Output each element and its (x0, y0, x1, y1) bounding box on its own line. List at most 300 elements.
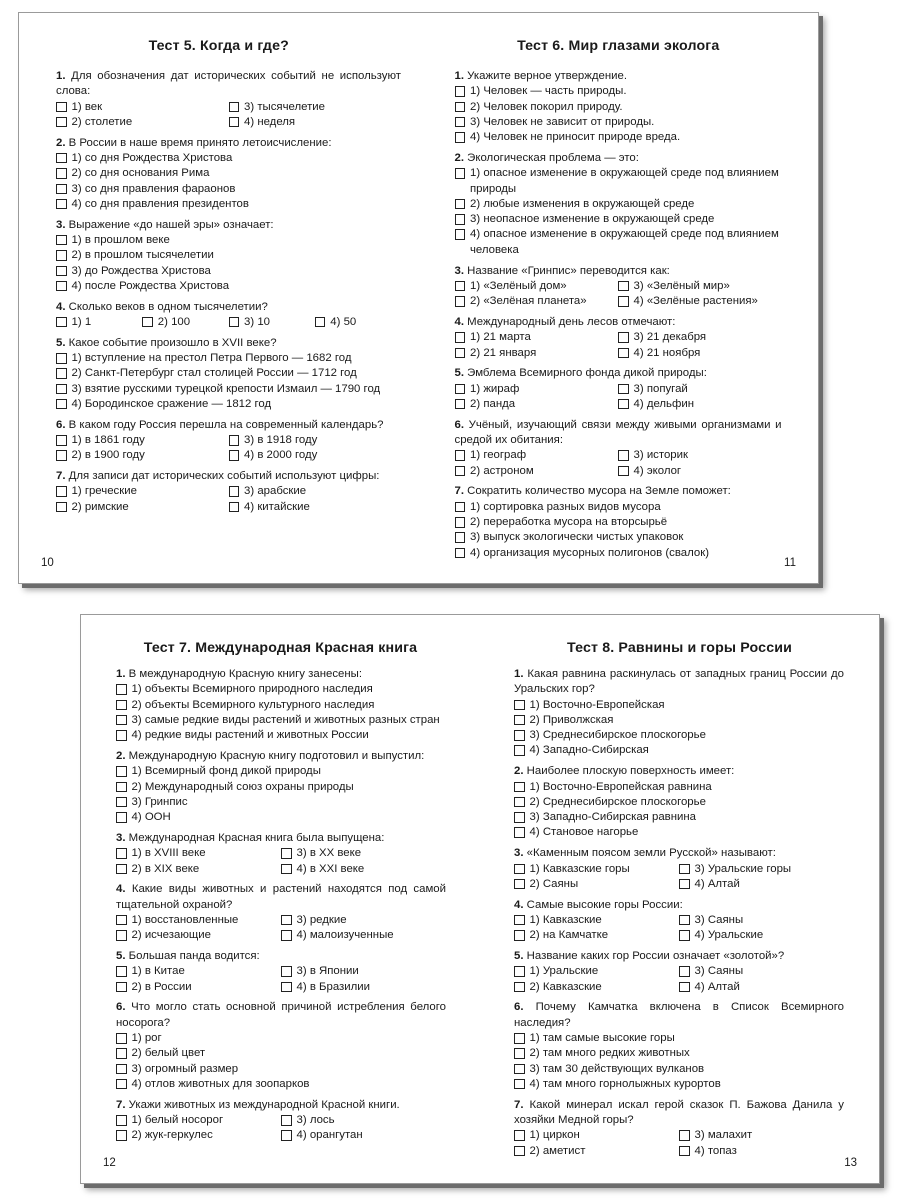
answer-option[interactable] (455, 100, 782, 115)
option-text (634, 279, 782, 294)
checkbox-icon[interactable] (455, 532, 466, 543)
question-label: Какие виды животных и растений находятся под самой тщательной охраной? (116, 883, 446, 911)
checkbox-icon[interactable] (116, 930, 127, 941)
checkbox-icon[interactable] (56, 317, 67, 328)
answer-option[interactable] (116, 728, 446, 743)
answer-option[interactable] (679, 980, 844, 995)
option-text (297, 913, 447, 928)
checkbox-icon[interactable] (229, 117, 240, 128)
checkbox-icon[interactable] (116, 730, 127, 741)
checkbox-icon[interactable] (618, 332, 629, 343)
answer-option[interactable] (455, 515, 782, 530)
option-label: попугай (646, 382, 688, 395)
checkbox-icon[interactable] (116, 982, 127, 993)
answer-option[interactable] (679, 928, 844, 943)
option-text (132, 780, 447, 795)
question-number: 7. (514, 1098, 524, 1111)
checkbox-icon[interactable] (514, 1033, 525, 1044)
checkbox-icon[interactable] (142, 317, 153, 328)
answer-option[interactable] (618, 279, 782, 294)
answer-option[interactable] (56, 500, 229, 515)
answer-option[interactable] (455, 330, 619, 345)
option-number: 4) (296, 1129, 307, 1142)
answer-option[interactable] (56, 100, 229, 115)
checkbox-icon[interactable] (679, 864, 690, 875)
checkbox-icon[interactable] (455, 384, 466, 395)
answer-option[interactable] (618, 330, 782, 345)
answer-option[interactable] (514, 810, 844, 825)
option-number: 4) (131, 811, 142, 824)
option-text (297, 964, 447, 979)
answer-options (455, 382, 782, 413)
answer-option[interactable] (514, 1144, 679, 1159)
checkbox-icon[interactable] (116, 848, 127, 859)
checkbox-icon[interactable] (56, 435, 67, 446)
answer-option[interactable] (281, 846, 446, 861)
option-number: 4) (470, 546, 481, 559)
checkbox-icon[interactable] (116, 864, 127, 875)
checkbox-icon[interactable] (514, 700, 525, 711)
checkbox-icon[interactable] (116, 915, 127, 926)
checkbox-icon[interactable] (229, 450, 240, 461)
option-label: греческие (84, 485, 137, 498)
checkbox-icon[interactable] (281, 1115, 292, 1126)
checkbox-icon[interactable] (56, 153, 67, 164)
answer-option[interactable] (618, 346, 782, 361)
answer-option[interactable] (618, 448, 782, 463)
checkbox-icon[interactable] (116, 1033, 127, 1044)
answer-option[interactable] (455, 130, 782, 145)
answer-option[interactable] (618, 397, 782, 412)
checkbox-icon[interactable] (116, 700, 127, 711)
option-text (132, 810, 447, 825)
checkbox-icon[interactable] (455, 332, 466, 343)
checkbox-icon[interactable] (455, 281, 466, 292)
option-text (695, 964, 845, 979)
checkbox-icon[interactable] (455, 450, 466, 461)
answer-option[interactable] (229, 500, 402, 515)
checkbox-icon[interactable] (514, 797, 525, 808)
checkbox-icon[interactable] (514, 730, 525, 741)
answer-option[interactable] (514, 1031, 844, 1046)
answer-option[interactable] (618, 294, 782, 309)
checkbox-icon[interactable] (514, 915, 525, 926)
option-label: там много горнолыжных курортов (542, 1077, 721, 1090)
option-text (470, 130, 782, 145)
checkbox-icon[interactable] (455, 132, 466, 143)
answer-option[interactable] (56, 433, 229, 448)
question-label: Какой минерал искал герой сказок П. Бажова Данила у хозяйки Медной горы? (514, 1098, 844, 1127)
checkbox-icon[interactable] (514, 812, 525, 823)
answer-option[interactable] (116, 698, 446, 713)
answer-option[interactable] (618, 382, 782, 397)
checkbox-icon[interactable] (229, 317, 240, 328)
checkbox-icon[interactable] (116, 684, 127, 695)
answer-option[interactable] (514, 743, 844, 758)
checkbox-icon[interactable] (618, 384, 629, 395)
answer-option[interactable] (56, 233, 401, 248)
answer-option[interactable] (116, 913, 281, 928)
answer-option[interactable] (514, 795, 844, 810)
checkbox-icon[interactable] (56, 168, 67, 179)
answer-option[interactable] (679, 877, 844, 892)
checkbox-icon[interactable] (455, 214, 466, 225)
checkbox-icon[interactable] (514, 827, 525, 838)
answer-option[interactable] (116, 780, 446, 795)
option-label: столетие (84, 115, 133, 128)
checkbox-icon[interactable] (281, 982, 292, 993)
option-text (530, 913, 680, 928)
answer-option[interactable] (514, 1062, 844, 1077)
option-text (470, 546, 782, 561)
option-number: 4) (529, 1077, 540, 1090)
question-text (455, 315, 782, 330)
option-number: 2) (529, 1047, 540, 1060)
answer-option[interactable] (56, 248, 401, 263)
answer-option[interactable] (116, 928, 281, 943)
answer-option[interactable] (455, 197, 782, 212)
answer-option[interactable] (116, 1046, 446, 1061)
checkbox-icon[interactable] (455, 399, 466, 410)
answer-option[interactable] (229, 433, 402, 448)
answer-option[interactable] (455, 84, 782, 99)
checkbox-icon[interactable] (514, 745, 525, 756)
option-text (470, 330, 618, 345)
answer-option[interactable] (116, 795, 446, 810)
checkbox-icon[interactable] (229, 435, 240, 446)
answer-option[interactable] (618, 464, 782, 479)
checkbox-icon[interactable] (116, 1130, 127, 1141)
answer-option[interactable] (116, 1077, 446, 1092)
option-number: 4) (244, 115, 255, 128)
answer-option[interactable] (56, 115, 229, 130)
checkbox-icon[interactable] (679, 1130, 690, 1141)
checkbox-icon[interactable] (679, 879, 690, 890)
checkbox-icon[interactable] (514, 715, 525, 726)
answer-option[interactable] (455, 212, 782, 227)
answer-option[interactable] (455, 464, 619, 479)
answer-option[interactable] (455, 166, 782, 197)
answer-option[interactable] (116, 1031, 446, 1046)
option-text (695, 1144, 845, 1159)
checkbox-icon[interactable] (56, 266, 67, 277)
question-number: 5. (56, 336, 66, 349)
checkbox-icon[interactable] (229, 502, 240, 513)
answer-option[interactable] (455, 382, 619, 397)
checkbox-icon[interactable] (455, 348, 466, 359)
checkbox-icon[interactable] (116, 966, 127, 977)
checkbox-icon[interactable] (56, 102, 67, 113)
answer-option[interactable] (455, 448, 619, 463)
checkbox-icon[interactable] (116, 766, 127, 777)
question-number: 5. (454, 367, 464, 380)
answer-option[interactable] (229, 115, 402, 130)
answer-option[interactable] (281, 1113, 446, 1128)
checkbox-icon[interactable] (229, 102, 240, 113)
answer-option[interactable] (281, 1128, 446, 1143)
answer-option[interactable] (455, 530, 782, 545)
option-number: 3) (71, 264, 82, 277)
checkbox-icon[interactable] (679, 966, 690, 977)
checkbox-icon[interactable] (56, 250, 67, 261)
answer-option[interactable] (679, 913, 844, 928)
answer-option[interactable] (514, 980, 679, 995)
option-text (470, 100, 782, 115)
checkbox-icon[interactable] (514, 864, 525, 875)
question (116, 949, 446, 995)
checkbox-icon[interactable] (56, 486, 67, 497)
checkbox-icon[interactable] (56, 384, 67, 395)
answer-option[interactable] (514, 1128, 679, 1143)
answer-option[interactable] (514, 1046, 844, 1061)
question-label: Учёный, изучающий связи между живыми организмами и средой их обитания: (454, 418, 782, 447)
option-text (695, 877, 845, 892)
checkbox-icon[interactable] (455, 517, 466, 528)
answer-option[interactable] (514, 928, 679, 943)
answer-option[interactable] (315, 315, 401, 330)
checkbox-icon[interactable] (618, 348, 629, 359)
option-text (132, 980, 282, 995)
checkbox-icon[interactable] (514, 782, 525, 793)
answer-option[interactable] (281, 980, 446, 995)
answer-option[interactable] (56, 382, 401, 397)
question (116, 1000, 446, 1092)
checkbox-icon[interactable] (281, 966, 292, 977)
answer-options (116, 1113, 446, 1144)
answer-option[interactable] (116, 713, 446, 728)
checkbox-icon[interactable] (514, 1146, 525, 1157)
answer-option[interactable] (116, 1113, 281, 1128)
checkbox-icon[interactable] (514, 1048, 525, 1059)
question-label: Укажи животных из международной Красной книги. (128, 1098, 400, 1111)
option-number: 1) (529, 862, 540, 875)
answer-option[interactable] (679, 1128, 844, 1143)
option-label: циркон (542, 1129, 580, 1142)
answer-option[interactable] (514, 780, 844, 795)
option-label: Западно-Сибирская (542, 744, 649, 757)
answer-option[interactable] (455, 279, 619, 294)
checkbox-icon[interactable] (281, 930, 292, 941)
answer-option[interactable] (229, 448, 402, 463)
option-label: панда (483, 397, 516, 410)
answer-option[interactable] (56, 448, 229, 463)
answer-option[interactable] (281, 913, 446, 928)
answer-option[interactable] (281, 862, 446, 877)
answer-option[interactable] (56, 484, 229, 499)
option-text (132, 728, 447, 743)
checkbox-icon[interactable] (281, 864, 292, 875)
checkbox-icon[interactable] (56, 450, 67, 461)
answer-option[interactable] (56, 166, 401, 181)
checkbox-icon[interactable] (56, 281, 67, 292)
question-label: Эмблема Всемирного фонда дикой природы: (467, 367, 707, 380)
checkbox-icon[interactable] (56, 117, 67, 128)
answer-option[interactable] (514, 964, 679, 979)
checkbox-icon[interactable] (116, 1064, 127, 1075)
option-label: редкие (309, 913, 347, 926)
checkbox-icon[interactable] (679, 982, 690, 993)
checkbox-icon[interactable] (56, 368, 67, 379)
checkbox-icon[interactable] (455, 86, 466, 97)
checkbox-icon[interactable] (56, 353, 67, 364)
answer-options (455, 166, 782, 258)
checkbox-icon[interactable] (514, 966, 525, 977)
checkbox-icon[interactable] (116, 1079, 127, 1090)
checkbox-icon[interactable] (679, 915, 690, 926)
answer-option[interactable] (56, 315, 142, 330)
answer-option[interactable] (116, 1062, 446, 1077)
answer-option[interactable] (455, 294, 619, 309)
checkbox-icon[interactable] (514, 879, 525, 890)
answer-options (116, 1031, 446, 1092)
checkbox-icon[interactable] (679, 1146, 690, 1157)
checkbox-icon[interactable] (455, 117, 466, 128)
checkbox-icon[interactable] (455, 296, 466, 307)
question-list (56, 69, 401, 521)
checkbox-icon[interactable] (514, 1130, 525, 1141)
checkbox-icon[interactable] (281, 1130, 292, 1141)
question-text (116, 667, 446, 682)
checkbox-icon[interactable] (281, 915, 292, 926)
answer-option[interactable] (116, 764, 446, 779)
answer-option[interactable] (229, 484, 402, 499)
checkbox-icon[interactable] (56, 199, 67, 210)
option-text (530, 1128, 680, 1143)
answer-option[interactable] (514, 713, 844, 728)
answer-option[interactable] (56, 197, 401, 212)
answer-option[interactable] (281, 964, 446, 979)
answer-option[interactable] (455, 227, 782, 258)
answer-option[interactable] (229, 315, 315, 330)
checkbox-icon[interactable] (514, 930, 525, 941)
checkbox-icon[interactable] (229, 486, 240, 497)
checkbox-icon[interactable] (455, 199, 466, 210)
checkbox-icon[interactable] (455, 502, 466, 513)
option-number: 1) (470, 331, 481, 344)
answer-option[interactable] (229, 100, 402, 115)
answer-option[interactable] (142, 315, 228, 330)
question-number: 1. (514, 668, 524, 680)
answer-option[interactable] (514, 877, 679, 892)
option-text (158, 315, 229, 330)
answer-option[interactable] (514, 825, 844, 840)
answer-option[interactable] (116, 1128, 281, 1143)
option-label: Человек не зависит от природы. (483, 115, 655, 128)
option-number: 4) (296, 980, 307, 993)
answer-option[interactable] (56, 264, 401, 279)
answer-option[interactable] (514, 1077, 844, 1092)
checkbox-icon[interactable] (455, 102, 466, 113)
question-text (116, 749, 446, 764)
answer-option[interactable] (56, 151, 401, 166)
question (514, 846, 844, 892)
answer-option[interactable] (455, 500, 782, 515)
answer-option[interactable] (116, 964, 281, 979)
answer-options (116, 964, 446, 995)
answer-option[interactable] (455, 397, 619, 412)
checkbox-icon[interactable] (618, 296, 629, 307)
checkbox-icon[interactable] (116, 782, 127, 793)
option-label: сортировка разных видов мусора (483, 500, 661, 513)
checkbox-icon[interactable] (56, 502, 67, 513)
answer-option[interactable] (455, 115, 782, 130)
option-label: малоизученные (309, 929, 394, 942)
answer-option[interactable] (116, 846, 281, 861)
answer-option[interactable] (679, 862, 844, 877)
checkbox-icon[interactable] (281, 848, 292, 859)
answer-options (514, 780, 844, 841)
answer-option[interactable] (56, 351, 401, 366)
checkbox-icon[interactable] (455, 466, 466, 477)
option-label: переработка мусора на вторсырьё (483, 516, 668, 529)
answer-option[interactable] (116, 682, 446, 697)
question-number: 6. (56, 418, 66, 431)
option-number: 4) (330, 315, 341, 328)
checkbox-icon[interactable] (514, 982, 525, 993)
option-text (634, 464, 782, 479)
checkbox-icon[interactable] (455, 168, 466, 179)
answer-option[interactable] (514, 862, 679, 877)
answer-option[interactable] (56, 366, 401, 381)
answer-option[interactable] (56, 279, 401, 294)
option-label: орангутан (309, 1129, 363, 1142)
checkbox-icon[interactable] (618, 399, 629, 410)
answer-option[interactable] (679, 1144, 844, 1159)
checkbox-icon[interactable] (116, 1115, 127, 1126)
answer-option[interactable] (514, 913, 679, 928)
answer-option[interactable] (514, 728, 844, 743)
checkbox-icon[interactable] (116, 1048, 127, 1059)
option-label: любые изменения в окружающей среде (483, 197, 695, 210)
checkbox-icon[interactable] (56, 184, 67, 195)
checkbox-icon[interactable] (56, 235, 67, 246)
option-number: 3) (694, 862, 705, 875)
answer-option[interactable] (116, 980, 281, 995)
checkbox-icon[interactable] (455, 548, 466, 559)
answer-option[interactable] (116, 810, 446, 825)
checkbox-icon[interactable] (618, 281, 629, 292)
answer-option[interactable] (56, 397, 401, 412)
question-number: 2. (56, 136, 66, 149)
question-label: Экологическая проблема — это: (467, 151, 639, 164)
checkbox-icon[interactable] (618, 450, 629, 461)
option-text (72, 366, 402, 381)
option-text (72, 197, 402, 212)
answer-option[interactable] (455, 346, 619, 361)
checkbox-icon[interactable] (116, 797, 127, 808)
answer-option[interactable] (455, 546, 782, 561)
option-label: 1 (84, 315, 92, 328)
checkbox-icon[interactable] (116, 715, 127, 726)
checkbox-icon[interactable] (679, 930, 690, 941)
checkbox-icon[interactable] (315, 317, 326, 328)
option-number: 1) (470, 85, 481, 98)
answer-option[interactable] (514, 698, 844, 713)
option-number: 1) (529, 1032, 540, 1045)
answer-option[interactable] (281, 928, 446, 943)
checkbox-icon[interactable] (618, 466, 629, 477)
checkbox-icon[interactable] (116, 812, 127, 823)
answer-option[interactable] (679, 964, 844, 979)
option-number: 2) (470, 516, 481, 529)
answer-option[interactable] (116, 862, 281, 877)
answer-option[interactable] (56, 182, 401, 197)
checkbox-icon[interactable] (56, 399, 67, 410)
checkbox-icon[interactable] (514, 1079, 525, 1090)
checkbox-icon[interactable] (455, 229, 466, 240)
checkbox-icon[interactable] (514, 1064, 525, 1075)
option-number: 1) (470, 167, 481, 180)
